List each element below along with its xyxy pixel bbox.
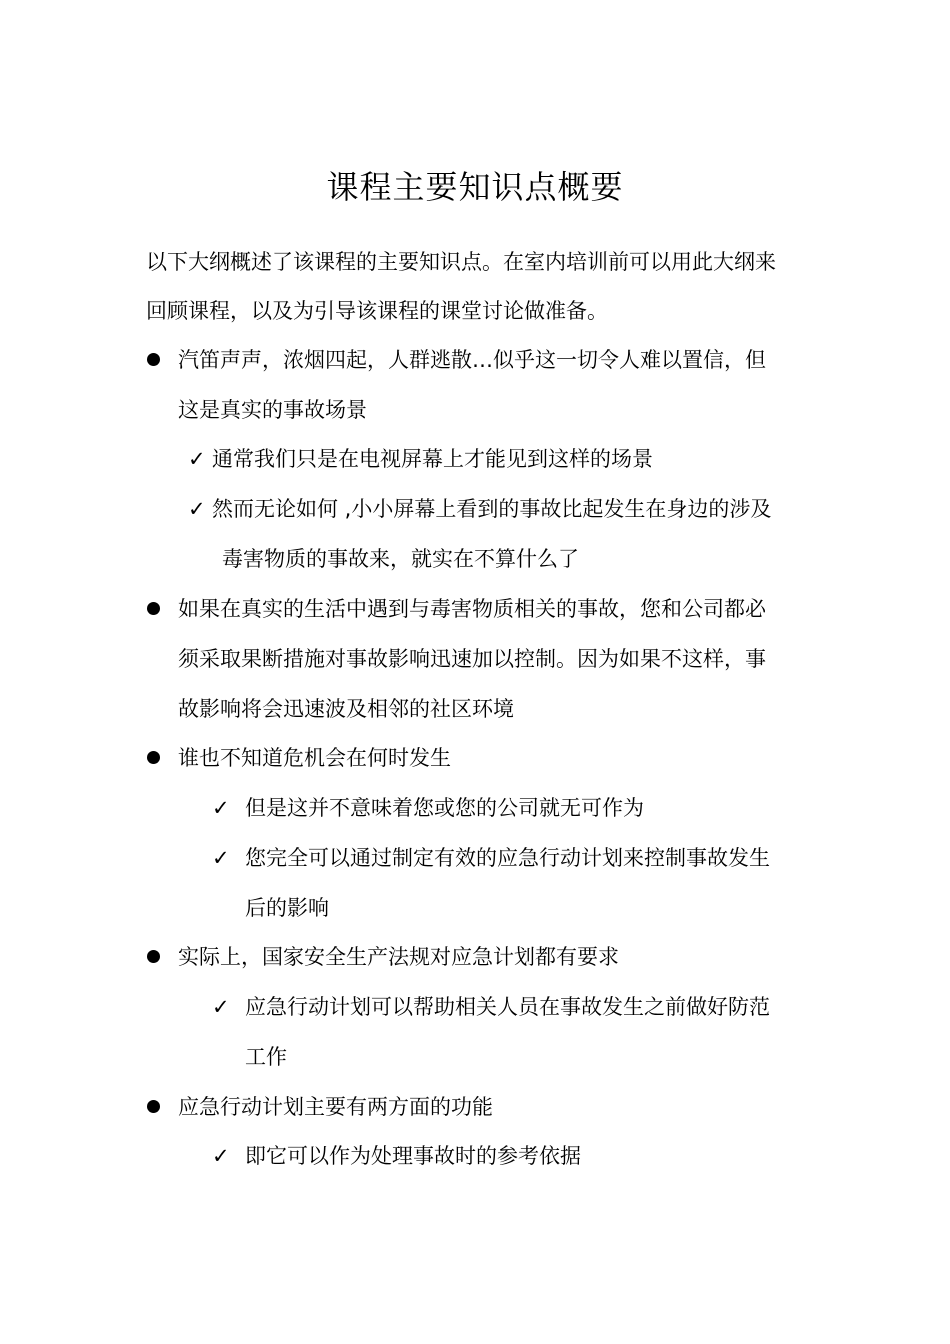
bullet-dot-icon (147, 950, 160, 963)
sub-1-2-line-2: 毒害物质的事故来，就实在不算什么了 (222, 547, 579, 571)
bullet-1-line-2: 这是真实的事故场景 (178, 398, 367, 422)
page-title: 课程主要知识点概要 (326, 168, 624, 206)
bullet-dot-icon (147, 751, 160, 764)
bullet-2-line-2: 须采取果断措施对事故影响迅速加以控制。因为如果不这样，事 (178, 647, 766, 671)
intro-line-1: 以下大纲概述了该课程的主要知识点。在室内培训前可以用此大纲来 (146, 250, 776, 274)
bullet-dot-icon (147, 602, 160, 615)
checkmark-icon: ✓ (188, 497, 206, 521)
checkmark-icon: ✓ (212, 995, 230, 1019)
bullet-2-line-3: 故影响将会迅速波及相邻的社区环境 (178, 697, 514, 721)
bullet-3-line-1: 谁也不知道危机会在何时发生 (178, 746, 451, 770)
intro-line-2: 回顾课程，以及为引导该课程的课堂讨论做准备。 (146, 299, 608, 323)
bullet-5-line-1: 应急行动计划主要有两方面的功能 (178, 1095, 493, 1119)
bullet-dot-icon (147, 1100, 160, 1113)
bullet-1-line-1: 汽笛声声，浓烟四起，人群逃散…似乎这一切令人难以置信，但 (178, 348, 766, 372)
sub-5-1-line-1: 即它可以作为处理事故时的参考依据 (245, 1144, 581, 1168)
bullet-2-line-1: 如果在真实的生活中遇到与毒害物质相关的事故，您和公司都必 (178, 597, 766, 621)
sub-1-1-line-1: 通常我们只是在电视屏幕上才能见到这样的场景 (212, 447, 653, 471)
sub-3-2-line-2: 后的影响 (245, 896, 329, 920)
sub-4-1-line-2: 工作 (245, 1045, 287, 1069)
checkmark-icon: ✓ (212, 846, 230, 870)
checkmark-icon: ✓ (212, 796, 230, 820)
bullet-dot-icon (147, 353, 160, 366)
sub-1-2-line-1: 然而无论如何 ,小小屏幕上看到的事故比起发生在身边的涉及 (212, 497, 772, 521)
sub-4-1-line-1: 应急行动计划可以帮助相关人员在事故发生之前做好防范 (245, 995, 770, 1019)
checkmark-icon: ✓ (188, 447, 206, 471)
sub-3-2-line-1: 您完全可以通过制定有效的应急行动计划来控制事故发生 (245, 846, 770, 870)
sub-3-1-line-1: 但是这并不意味着您或您的公司就无可作为 (245, 796, 644, 820)
checkmark-icon: ✓ (212, 1144, 230, 1168)
bullet-4-line-1: 实际上，国家安全生产法规对应急计划都有要求 (178, 945, 619, 969)
